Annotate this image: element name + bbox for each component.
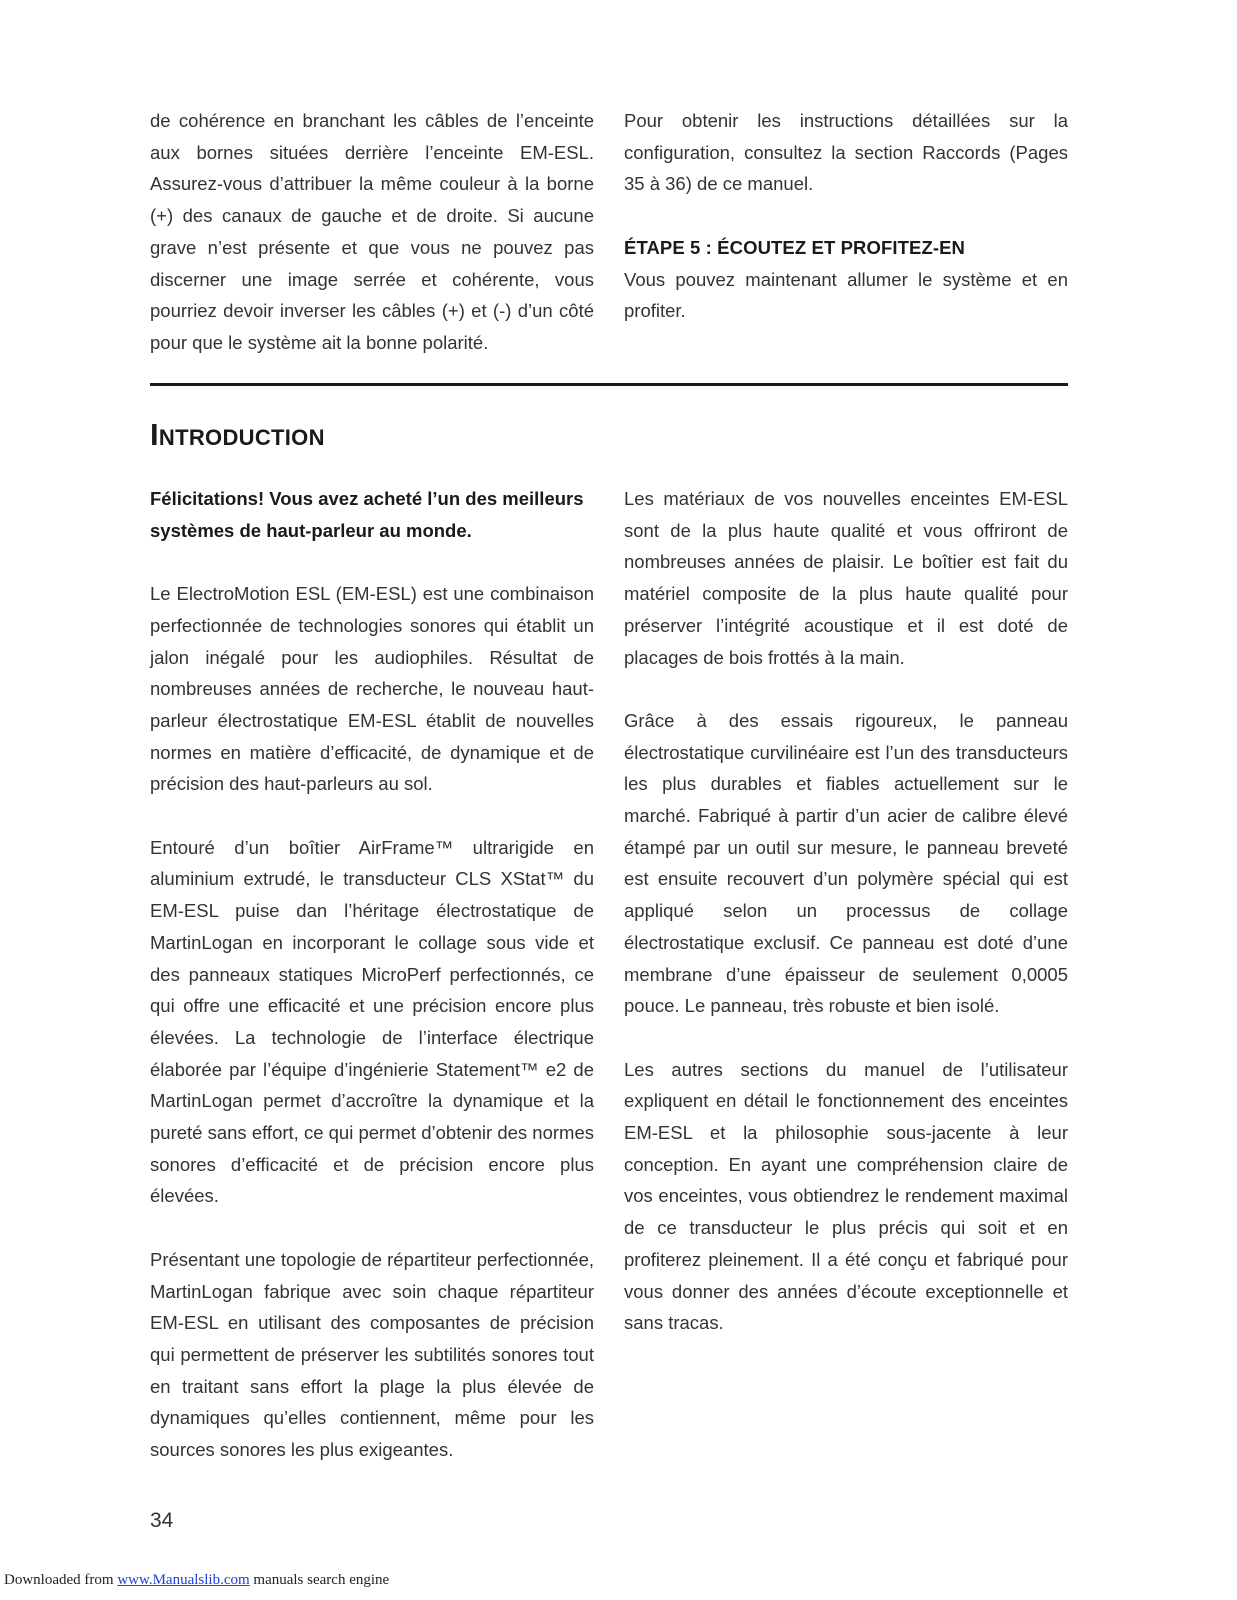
page-number: 34 bbox=[150, 1509, 174, 1532]
intro-left-column bbox=[150, 483, 594, 1466]
step-5-text: Vous pouvez maintenant allumer le système et en profiter. bbox=[624, 268, 1068, 322]
manualslib-link[interactable]: www.Manualslib.com bbox=[117, 1572, 250, 1588]
download-footer bbox=[4, 1572, 389, 1589]
step-5-heading: ÉTAPE 5 : ÉCOUTEZ ET PROFITEZ-EN bbox=[624, 236, 966, 258]
top-right-column bbox=[624, 105, 1068, 327]
top-left-paragraph: de cohérence en branchant les câbles de l’enceinte aux bornes situées derrière l’enceinte EM-ESL. Assurez-vous d’attribuer la même couleur à la borne (+) des canaux de gauche et de droite. Si aucune grave n’est présente et que vous ne pouvez pas discerner une image serrée et cohérente, vous pourriez devoir inverser les câbles (+) et (-) d’un côté pour que le système ait la bonne polarité. bbox=[150, 110, 594, 353]
intro-paragraph: Les matériaux de vos nouvelles enceintes EM-ESL sont de la plus haute qualité et vous offriront de nombreuses années de plaisir. Le boîtier est fait du matériel composite de la plus haute qualité pour préserver l’intégrité acoustique et il est doté de placages de bois frottés à la main. bbox=[624, 488, 1068, 668]
top-right-paragraph: Pour obtenir les instructions détaillées sur la configuration, consultez la section Raccords (Pages 35 à 36) de ce manuel. bbox=[624, 110, 1068, 195]
intro-paragraph: Les autres sections du manuel de l’utilisateur expliquent en détail le fonctionnement des enceintes EM-ESL et la philosophie sous-jacente à leur conception. En ayant une compréhension claire de vos enceintes, vous obtiendrez le rendement maximal de ce transducteur le plus précis qui soit et en profiterez pleinement. Il a été conçu et fabriqué pour vous donner des années d’écoute exceptionnelle et sans tracas. bbox=[624, 1058, 1068, 1334]
top-left-column bbox=[150, 105, 594, 359]
section-divider bbox=[150, 383, 1068, 386]
intro-paragraph: Grâce à des essais rigoureux, le panneau électrostatique curvilinéaire est l’un des transducteurs les plus durables et fiables actuellement sur le marché. Fabriqué à partir d’un acier de calibre élevé étampé par un outil sur mesure, le panneau breveté est ensuite recouvert d’un polymère spécial qui est appliqué selon un processus de collage électrostatique exclusif. Ce panneau est doté d’une membrane d’une épaisseur de seulement 0,0005 pouce. Le panneau, très robuste et bien isolé. bbox=[624, 709, 1068, 1017]
intro-right-column bbox=[624, 483, 1068, 1339]
footer-suffix: manuals search engine bbox=[249, 1572, 390, 1588]
intro-paragraph: Le ElectroMotion ESL (EM-ESL) est une combinaison perfectionnée de technologies sonores qui établit un jalon inégalé pour les audiophiles. Résultat de nombreuses années de recherche, le nouveau haut-parleur électrostatique EM-ESL établit de nouvelles normes en matière d’efficacité, de dynamique et de précision des haut-parleurs au sol. bbox=[150, 583, 594, 795]
footer-prefix: Downloaded from bbox=[4, 1572, 118, 1588]
intro-paragraph: Entouré d’un boîtier AirFrame™ ultrarigide en aluminium extrudé, le transducteur CLS XStat™ du EM-ESL puise dan l’héritage électrostatique de MartinLogan en incorporant le collage sous vide et des panneaux statiques MicroPerf perfectionnés, ce qui offre une efficacité et une précision encore plus élevées. La technologie de l’interface électrique élaborée par l’équipe d’ingénierie Statement™ e2 de MartinLogan permet d’accroître la dynamique et la pureté sans effort, ce qui permet d’obtenir des normes sonores d’efficacité et de précision encore plus élevées. bbox=[150, 836, 594, 1207]
introduction-heading: Introduction bbox=[150, 417, 325, 452]
intro-paragraph: Présentant une topologie de répartiteur perfectionnée, MartinLogan fabrique avec soin chaque répartiteur EM-ESL en utilisant des composantes de précision qui permettent de préserver les subtilités sonores tout en traitant sans effort la plage la plus élevée de dynamiques qu’elles contiennent, même pour les sources sonores les plus exigeantes. bbox=[150, 1248, 594, 1461]
intro-lead: Félicitations! Vous avez acheté l’un des meilleurs systèmes de haut-parleur au monde. bbox=[150, 488, 584, 541]
